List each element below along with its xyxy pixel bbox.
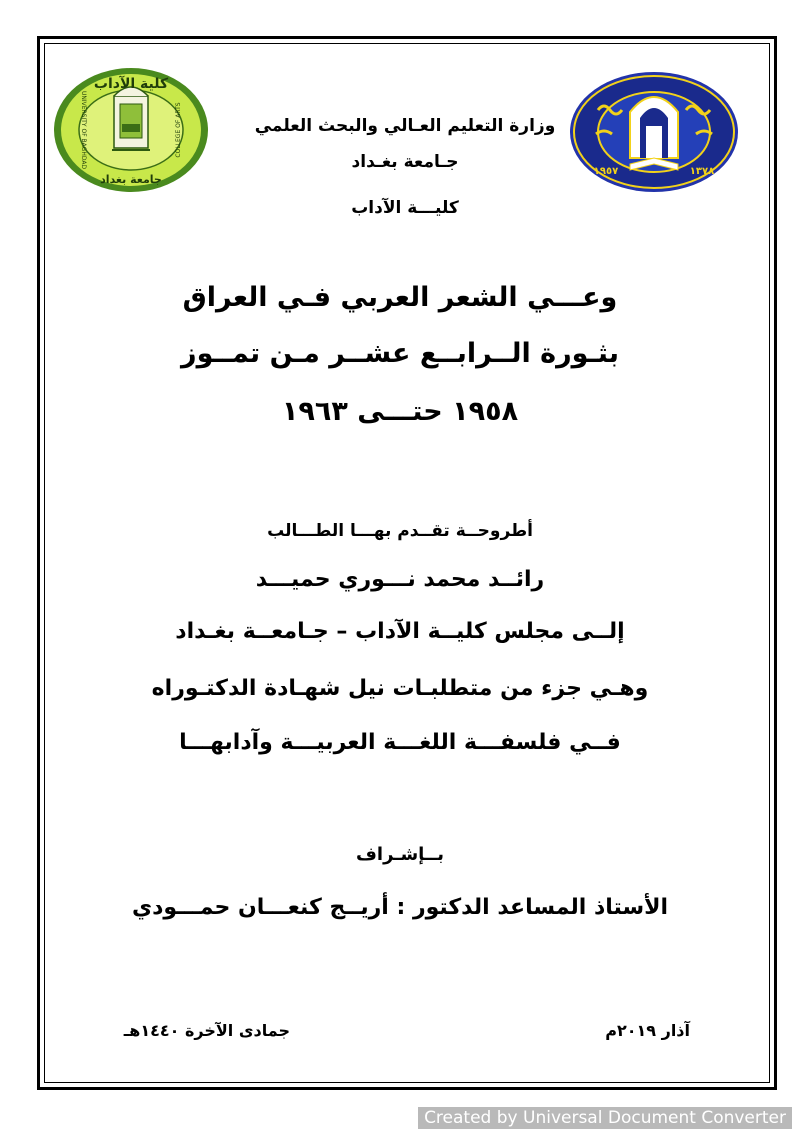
supervision-label: بــإشـراف [356,844,444,865]
ministry-name: وزارة التعليم العـالي والبحث العلمي [254,116,556,136]
date-hijri: جمادى الآخرة ١٤٤٠هـ [123,1021,290,1040]
submission-council: إلــى مجلس كليــة الآداب – جـامعــة بغـداد [175,619,625,644]
logo-bottom-text: جامعة بغداد [100,173,162,186]
logo-right-side-text: COLLEGE OF ARTS [175,102,182,158]
submission-degree: وهـي جزء من متطلبـات نيل شهـادة الدكتـوراه [151,676,649,701]
title-line-3: ١٩٥٨ حتـــى ١٩٦٣ [281,396,519,427]
submission-field: فــي فلسفـــة اللغـــة العربيـــة وآدابهـــا [179,730,621,755]
date-gregorian: آذار ٢٠١٩م [605,1021,690,1040]
college-name: كليـــة الآداب [351,198,459,218]
supervisor-name: الأستاذ المساعد الدكتور : أريــج كنعـــان حمـــودي [131,895,669,920]
college-of-arts-logo [52,66,210,194]
title-line-1: وعـــي الشعر العربي فـي العراق [182,282,618,313]
university-name: جـامعة بغـداد [351,152,459,172]
submission-intro: أطروحــة تقــدم بهـــا الطـــالب [267,521,533,541]
student-name: رائــد محمد نـــوري حميـــد [255,567,545,592]
logo-year-right: ١٣٧٨ [689,166,715,177]
logo-top-text: كلية الآداب [93,76,169,92]
logo-year-left: ١٩٥٧ [593,166,619,177]
university-of-baghdad-logo [568,70,740,194]
converter-watermark: Created by Universal Document Converter [418,1107,792,1129]
title-line-2: بثـورة الــرابــع عشــر مـن تمــوز [181,338,619,369]
logo-left-side-text: UNIVERSITY OF BAGHDAD [80,90,87,170]
